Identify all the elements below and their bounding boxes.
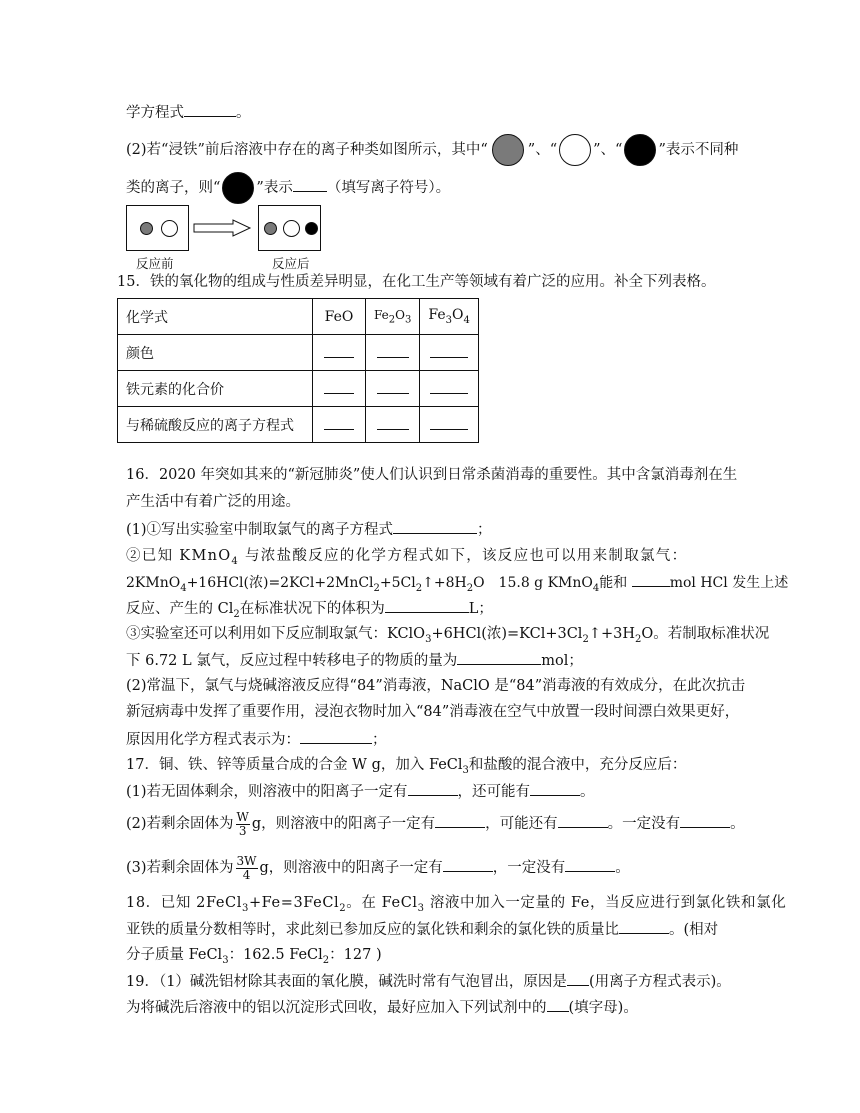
q14-line-2: (2)若“浸铁”前后溶液中存在的离子种类如图所示，其中“ ”、“ ”、“ ”表示不同种 [126,134,738,166]
answer-blank[interactable] [530,781,580,796]
q16-line-7: ③实验室还可以利用如下反应制取氯气：KClO$_3$+6HCl(浓)$=KCl+3Cl_2↑+3H_2O$。若制取标准状况 [126,626,770,645]
black-ion-icon [624,134,656,166]
q17-line-1: 17．铜、铁、锌等质量合成的合金 W g，加入 FeCl$_3$和盐酸的混合液中，充分反应后： [126,757,687,776]
answer-blank[interactable] [385,598,469,613]
q16-line-10: 新冠病毒中发挥了重要作用，浸泡衣物时加入“84”消毒液在空气中放置一段时间漂白效果更好， [126,704,740,720]
gray-ion-icon [492,134,524,166]
q16-line-6: 反应、产生的 $Cl_2$在标准状况下的体积为 L； [126,598,493,625]
table-row-label: 与稀硫酸反应的离子方程式 [118,407,313,443]
table-header-cell: $Fe_3O_4$ [420,299,478,335]
answer-blank[interactable] [430,379,468,394]
q16-line-4: ②已知 KMnO$_4$ 与浓盐酸反应的化学方程式如下，该反应也可以用来制取氯气： [126,548,688,567]
answer-blank[interactable] [430,415,468,430]
before-reaction-box [126,205,189,251]
q19-line-1: 19．（1）碱洗铝材除其表面的氧化膜，碱洗时常有气泡冒出，原因是 (用离子方程式表示)。 [126,971,731,992]
q16-line-8: 下 6.72 L 氯气，反应过程中转移电子的物质的量为 mol； [126,650,583,671]
after-reaction-box [258,205,321,251]
q18-line-2: 亚铁的质量分数相等时，求此刻已参加反应的氯化铁和剩余的氯化铁的质量比 。(相对 [126,919,718,940]
table-header-cell: FeO [313,299,366,335]
answer-blank[interactable] [300,729,372,744]
gray-ion-icon [140,222,153,235]
answer-blank[interactable] [184,102,236,117]
caption-after: 反应后 [272,256,310,271]
fraction-3w-over-4: $\frac{3W}{4}$ [236,853,257,882]
answer-blank[interactable] [293,177,327,192]
q16-line-3: (1)①写出实验室中制取氯气的离子方程式 ； [126,519,492,540]
q19-line-2: 为将碱洗后溶液中的铝以沉淀形式回收，最好应加入下列试剂中的 (填字母)。 [126,997,638,1018]
answer-blank[interactable] [408,781,458,796]
fraction-w-over-3: $\frac{W}{3}$ [236,809,249,838]
table-row-label: 颜色 [118,335,313,371]
black-ion-icon [222,172,254,204]
caption-before: 反应前 [136,256,174,271]
q14-line-1: 学方程式 。 [126,102,251,123]
q16-line-9: (2)常温下，氯气与烧碱溶液反应得“84”消毒液，NaClO 是“84”消毒液的有效成分，在此次抗击 [126,678,746,694]
answer-blank[interactable] [393,519,477,534]
answer-blank[interactable] [457,650,541,665]
q17-line-2: (1)若无固体剩余，则溶液中的阳离子一定有 ，还可能有 。 [126,781,595,802]
table-header-cell: $Fe_2O_3$ [366,299,420,335]
answer-blank[interactable] [443,857,493,872]
q17-line-4: (3)若剩余固体为 $\frac{3W}{4}$ g，则溶液中的阳离子一定有 ，一定没有 。 [126,853,630,882]
q16-line-1: 16．2020 年突如其来的“新冠肺炎”使人们认识到日常杀菌消毒的重要性。其中含氯消毒剂在生 [126,467,738,483]
white-ion-icon [283,220,300,237]
answer-blank[interactable] [619,919,669,934]
q16-line-2: 产生活中有着广泛的用途。 [126,494,300,510]
answer-blank[interactable] [430,343,468,358]
answer-blank[interactable] [567,971,589,986]
q18-line-3: 分子质量 FeCl$_3$：162.5 FeCl$_2$：127 ) [126,947,382,966]
q17-line-3: (2)若剩余固体为 $\frac{W}{3}$ g，则溶液中的阳离子一定有 ，可能还有 。一定没有 。 [126,809,745,838]
answer-blank[interactable] [324,415,354,430]
answer-blank[interactable] [377,343,409,358]
q14-line-3: 类的离子，则“ ”表示 （填写离子符号）。 [126,172,450,204]
answer-blank[interactable] [547,997,569,1012]
iron-oxide-table [117,298,479,443]
answer-blank[interactable] [558,813,608,828]
black-ion-icon [305,222,318,235]
table-row [118,371,479,407]
q16-line-5: 2KMnO$_4$+16HCl(浓)$=2KCl+2MnCl_2+5Cl_2↑+8H_2O$ 15.8 g KMnO$_4$能和 mol HCl 发生上述 [126,572,788,599]
white-ion-icon [161,220,178,237]
answer-blank[interactable] [377,415,409,430]
reaction-arrow-icon [193,219,253,237]
q16-line-11: 原因用化学方程式表示为： ； [126,729,387,750]
answer-blank[interactable] [377,379,409,394]
table-row [118,407,479,443]
answer-blank[interactable] [324,379,354,394]
answer-blank[interactable] [324,343,354,358]
answer-blank[interactable] [632,572,670,587]
answer-blank[interactable] [680,813,730,828]
answer-blank[interactable] [565,857,615,872]
table-row-label: 铁元素的化合价 [118,371,313,407]
answer-blank[interactable] [435,813,485,828]
table-header-cell: 化学式 [118,299,313,335]
table-row [118,299,479,335]
gray-ion-icon [264,222,277,235]
q15-intro: 15．铁的氧化物的组成与性质差异明显，在化工生产等领域有着广泛的应用。补全下列表格。 [117,274,716,290]
white-ion-icon [559,134,591,166]
q18-line-1: 18．已知 2FeCl$_3$+Fe=3FeCl$_2$。在 FeCl$_3$ 溶液中加入一定量的 Fe，当反应进行到氯化铁和氯化 [126,895,787,914]
table-row [118,335,479,371]
